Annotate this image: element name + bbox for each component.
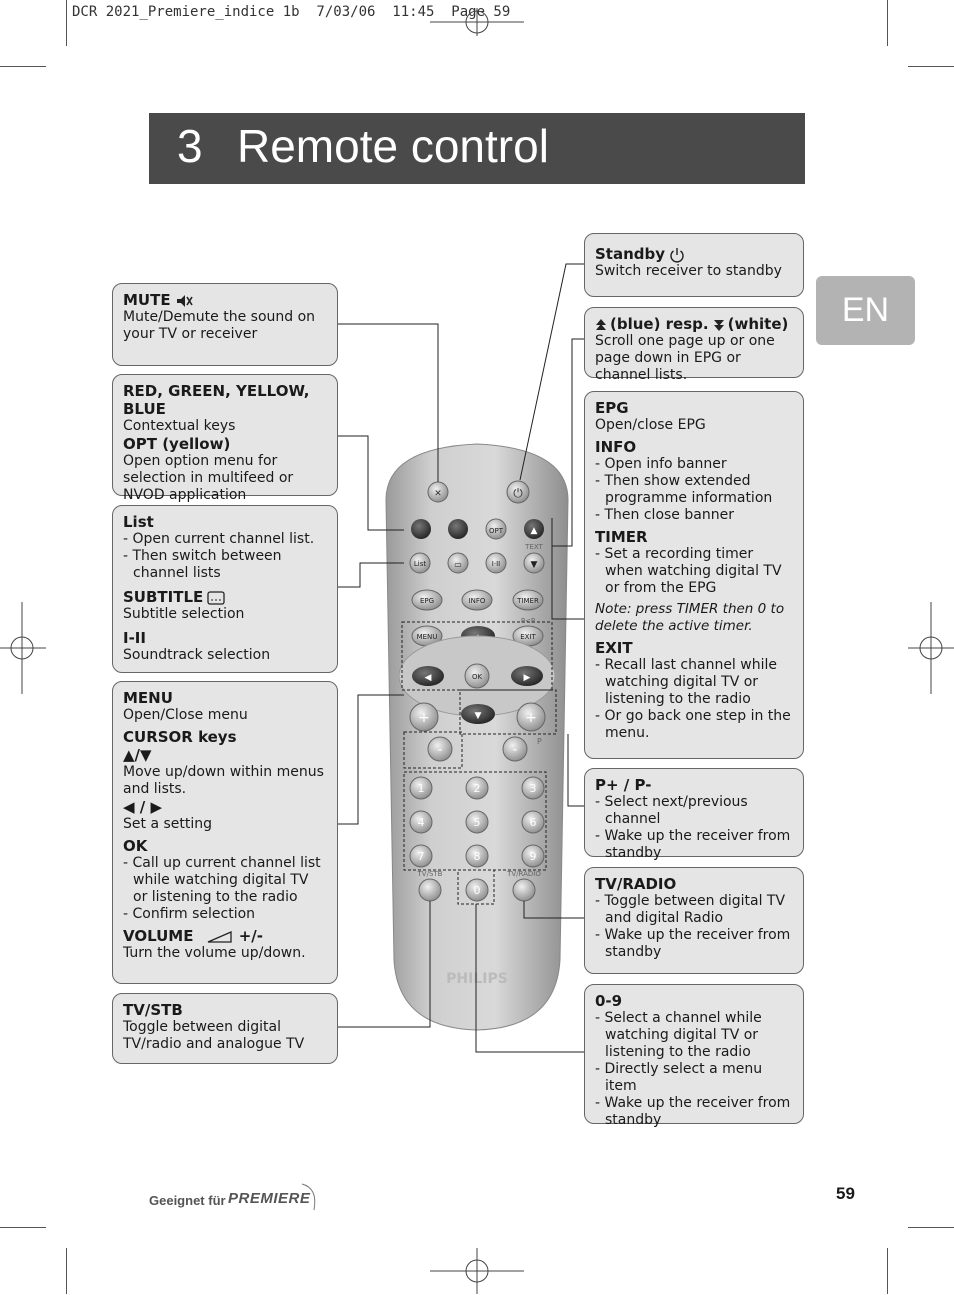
key-exit: EXIT	[520, 633, 536, 641]
subtitle-icon	[207, 591, 225, 605]
key-ok: OK	[471, 673, 483, 681]
menu-text: Open/Close menu	[123, 707, 248, 723]
timer-note: Note: press TIMER then 0 to delete the active timer.	[595, 601, 785, 634]
mute-text: Mute/Demute the sound on your TV or receiver	[123, 309, 316, 342]
list-box	[112, 505, 338, 673]
svg-text:▭: ▭	[454, 560, 462, 569]
svg-text:▲: ▲	[530, 526, 538, 536]
standby-title: Standby	[595, 245, 666, 263]
tvradio-box	[584, 867, 804, 974]
scroll-box	[584, 307, 804, 383]
premiere-logo-swoosh	[300, 1180, 322, 1212]
soundtrack-text: Soundtrack selection	[123, 647, 271, 663]
digits-item: - Directly select a menu item	[595, 1061, 763, 1094]
digits-item: - Select a channel while watching digital TV or listening to the radio	[595, 1010, 762, 1060]
scroll-title-white: (white)	[727, 315, 789, 333]
digit-key-label: 0	[473, 884, 481, 897]
key-opt: OPT	[488, 527, 504, 535]
color-keys-text: Contextual keys	[123, 418, 236, 434]
svg-text:+: +	[525, 710, 537, 726]
timer-title: TIMER	[595, 528, 648, 546]
program-item: - Wake up the receiver from standby	[595, 828, 791, 861]
digits-box	[584, 984, 804, 1128]
color-keys-box	[112, 374, 338, 503]
digit-key-label: 5	[473, 816, 481, 829]
cursor-leftright-text: Set a setting	[123, 816, 213, 832]
key-text: TEXT	[525, 543, 543, 551]
print-header: DCR 2021_Premiere_indice 1b 7/03/06 11:45 Page 59	[72, 4, 511, 20]
subtitle-text: Subtitle selection	[123, 606, 245, 622]
key-i-ii: I·II	[491, 560, 501, 568]
digit-key-label: 2	[473, 782, 481, 795]
digit-key-label: 3	[529, 782, 537, 795]
digits-item: - Wake up the receiver from standby	[595, 1095, 791, 1128]
power-icon	[669, 247, 685, 263]
digit-key-label: 4	[417, 816, 425, 829]
scroll-title-blue: (blue) resp.	[610, 315, 709, 333]
key-epg: EPG	[419, 597, 435, 605]
svg-text:✕: ✕	[434, 489, 442, 499]
epg-title: EPG	[595, 399, 629, 417]
standby-text: Switch receiver to standby	[595, 263, 782, 279]
svg-text:▼: ▼	[474, 711, 482, 721]
remote-brand: PHILIPS	[446, 971, 508, 987]
mute-title: MUTE	[123, 291, 171, 309]
volume-text: Turn the volume up/down.	[123, 945, 306, 961]
exit-item: - Or go back one step in the menu.	[595, 708, 791, 741]
digit-key-label: 9	[529, 850, 537, 863]
cursor-leftright-arrows: ◀ / ▶	[123, 798, 162, 816]
epg-text: Open/close EPG	[595, 417, 706, 433]
mute-box	[112, 283, 338, 366]
svg-text:+: +	[418, 710, 430, 726]
digits-title: 0-9	[595, 992, 623, 1010]
menu-title: MENU	[123, 689, 173, 707]
info-item: - Open info banner	[595, 456, 727, 472]
key-p: P	[537, 737, 542, 746]
info-item: - Then show extended programme information	[595, 473, 773, 506]
page-up-icon	[595, 318, 607, 332]
color-keys-title: RED, GREEN, YELLOW, BLUE	[123, 382, 310, 418]
key-tvstb: TV/STB	[417, 870, 443, 878]
svg-text:⏻: ⏻	[513, 486, 523, 500]
svg-text:-: -	[512, 742, 518, 758]
opt-title: OPT (yellow)	[123, 435, 231, 453]
list-title: List	[123, 513, 154, 531]
volume-title: VOLUME	[123, 927, 194, 945]
epg-box	[584, 391, 804, 759]
key-tvradio: TV/RADIO	[507, 870, 541, 878]
language-tab: EN	[816, 276, 915, 345]
svg-text:-: -	[437, 742, 443, 758]
svg-text:▼: ▼	[530, 560, 538, 570]
premiere-logo: PREMIERE	[228, 1190, 311, 1207]
page-down-icon	[713, 318, 725, 332]
exit-title: EXIT	[595, 639, 633, 657]
volume-icon	[207, 931, 233, 943]
digit-key-label: 7	[417, 850, 425, 863]
chapter-title: Remote control	[237, 120, 549, 172]
list-item: - Then switch between channel lists	[123, 548, 282, 581]
key-pip: P<P	[520, 617, 536, 625]
timer-item: - Set a recording timer when watching digital TV or from the EPG	[595, 546, 782, 596]
volume-suffix: +/-	[238, 927, 263, 945]
scroll-text: Scroll one page up or one page down in EPG or channel lists.	[595, 333, 775, 383]
key-timer: TIMER	[517, 597, 539, 605]
svg-text:◀: ◀	[424, 673, 432, 683]
tvstb-title: TV/STB	[123, 1001, 183, 1019]
soundtrack-title: I-II	[123, 629, 146, 647]
opt-text: Open option menu for selection in multifeed or NVOD application	[123, 453, 294, 503]
key-list: List	[413, 560, 427, 568]
ok-item: - Call up current channel list while watching digital TV or listening to the radio	[123, 855, 321, 905]
program-box	[584, 768, 804, 861]
program-title: P+ / P-	[595, 776, 652, 794]
subtitle-title: SUBTITLE	[123, 588, 204, 606]
svg-text:▶: ▶	[523, 673, 531, 683]
key-menu: MENU	[416, 633, 438, 641]
chapter-number: 3	[177, 120, 203, 172]
ok-title: OK	[123, 837, 148, 855]
menu-box	[112, 681, 338, 984]
footer-geeignet: Geeignet für	[149, 1193, 226, 1208]
exit-item: - Recall last channel while watching digital TV or listening to the radio	[595, 657, 777, 707]
list-item: - Open current channel list.	[123, 531, 315, 547]
key-info: INFO	[468, 597, 486, 605]
mute-icon	[175, 293, 193, 309]
digit-key-label: 8	[473, 850, 481, 863]
tvstb-box	[112, 993, 338, 1064]
digit-key-label: 6	[529, 816, 537, 829]
tvradio-item: - Wake up the receiver from standby	[595, 927, 791, 960]
info-title: INFO	[595, 438, 637, 456]
tvradio-item: - Toggle between digital TV and digital Radio	[595, 893, 786, 926]
info-item: - Then close banner	[595, 507, 734, 523]
standby-box	[584, 233, 804, 297]
cursor-updown-text: Move up/down within menus and lists.	[123, 764, 324, 797]
digit-key-label: 1	[417, 782, 425, 795]
ok-item: - Confirm selection	[123, 906, 256, 922]
tvradio-title: TV/RADIO	[595, 875, 677, 893]
cursor-updown-arrows: ▲/▼	[123, 746, 152, 764]
cursor-title: CURSOR keys	[123, 728, 237, 746]
tvstb-text: Toggle between digital TV/radio and analogue TV	[123, 1019, 305, 1052]
page-number: 59	[836, 1184, 855, 1203]
program-item: - Select next/previous channel	[595, 794, 748, 827]
